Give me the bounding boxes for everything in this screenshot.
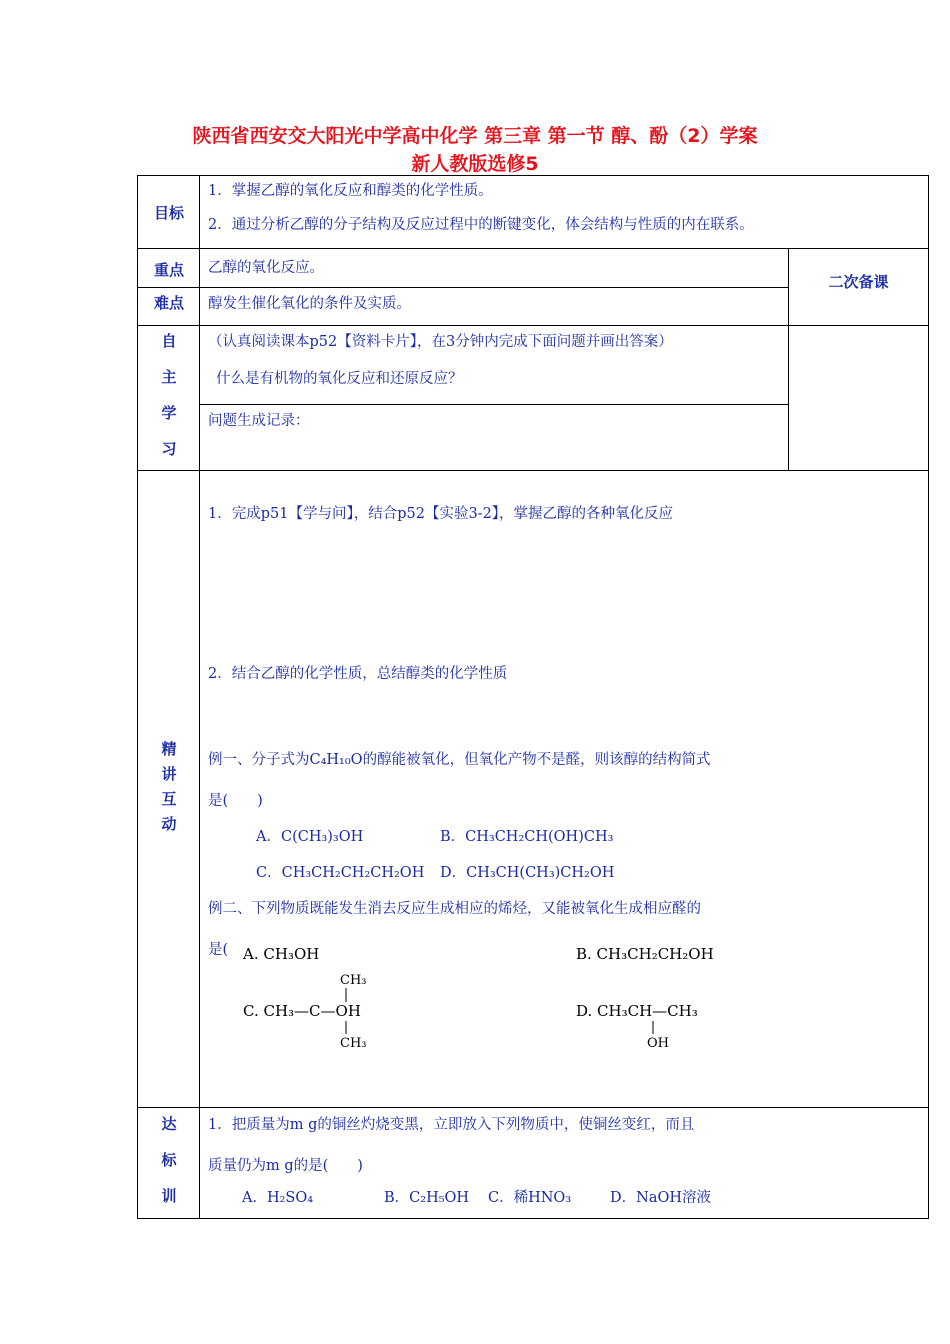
practice-question-1: 1．把质量为m g的铜丝灼烧变黑，立即放入下列物质中，使铜丝变红，而且 (208, 1117, 695, 1133)
label-char: 自 (161, 332, 177, 350)
example-2-option-d-bottom: OH (647, 1036, 669, 1051)
label-char: 标 (161, 1151, 177, 1169)
label-char: 学 (161, 404, 177, 422)
label-char: 习 (161, 440, 177, 458)
example-1-stem-cont: 是( ) (208, 793, 263, 809)
self-study-instruction: （认真阅读课本p52【资料卡片】，在3分钟内完成下面问题并画出答案） (208, 334, 673, 350)
goal-label: 目标 (153, 204, 184, 222)
example-1-option-c: C．CH₃CH₂CH₂CH₂OH (256, 865, 425, 881)
example-2-option-a: A. CH₃OH (243, 945, 320, 963)
document-title (0, 122, 950, 178)
question-record-label: 问题生成记录： (208, 413, 310, 429)
label-char: 讲 (161, 765, 177, 783)
lecture-task-2: 2．结合乙醇的化学性质，总结醇类的化学性质 (208, 666, 508, 682)
example-2-option-b: B. CH₃CH₂CH₂OH (576, 945, 714, 963)
goal-item-2: 2．通过分析乙醇的分子结构及反应过程中的断键变化，体会结构与性质的内在联系。 (208, 217, 754, 233)
example-2-stem-cont: 是( (208, 942, 229, 958)
example-2-option-c-top: CH₃ (340, 973, 367, 988)
example-2-structures (230, 936, 790, 1066)
label-char: 精 (161, 740, 177, 758)
practice-question-1-cont: 质量仍为m g的是( ) (208, 1158, 363, 1174)
goal-item-1: 1．掌握乙醇的氧化反应和醇类的化学性质。 (208, 183, 493, 199)
example-1-option-b: B．CH₃CH₂CH(OH)CH₃ (440, 829, 614, 845)
practice-option-a: A．H₂SO₄ (242, 1190, 314, 1206)
label-char: 动 (161, 815, 177, 833)
example-1-option-a: A．C(CH₃)₃OH (256, 829, 364, 845)
key-label: 重点 (153, 261, 184, 279)
example-2-option-c: C. CH₃—C—OH (243, 1002, 361, 1020)
difficulty-text: 醇发生催化氧化的条件及实质。 (208, 296, 411, 312)
example-2-option-c-bottom: CH₃ (340, 1036, 367, 1051)
label-char: 达 (161, 1115, 177, 1133)
lecture-task-1: 1．完成p51【学与问】，结合p52【实验3-2】，掌握乙醇的各种氧化反应 (208, 506, 674, 522)
key-text: 乙醇的氧化反应。 (208, 260, 324, 276)
self-study-question: 什么是有机物的氧化反应和还原反应？ (216, 371, 463, 387)
title-line-1: 陕西省西安交大阳光中学高中化学 第三章 第一节 醇、酚（2）学案 (192, 125, 758, 147)
second-prep-label: 二次备课 (828, 273, 889, 291)
label-char: 主 (161, 368, 177, 386)
practice-option-c: C．稀HNO₃ (488, 1190, 572, 1206)
example-1-stem: 例一、分子式为C₄H₁₀O的醇能被氧化，但氧化产物不是醛，则该醇的结构简式 (208, 752, 711, 768)
practice-option-b: B．C₂H₅OH (384, 1190, 470, 1206)
practice-option-d: D．NaOH溶液 (610, 1190, 711, 1206)
difficulty-label: 难点 (153, 294, 184, 312)
example-2-stem: 例二、下列物质既能发生消去反应生成相应的烯烃，又能被氧化生成相应醛的 (208, 901, 701, 917)
label-char: 互 (161, 790, 177, 808)
example-1-option-d: D．CH₃CH(CH₃)CH₂OH (440, 865, 615, 881)
example-2-option-d: D. CH₃CH—CH₃ (576, 1002, 698, 1020)
label-char: 训 (161, 1187, 177, 1205)
title-line-2: 新人教版选修5 (411, 153, 539, 175)
